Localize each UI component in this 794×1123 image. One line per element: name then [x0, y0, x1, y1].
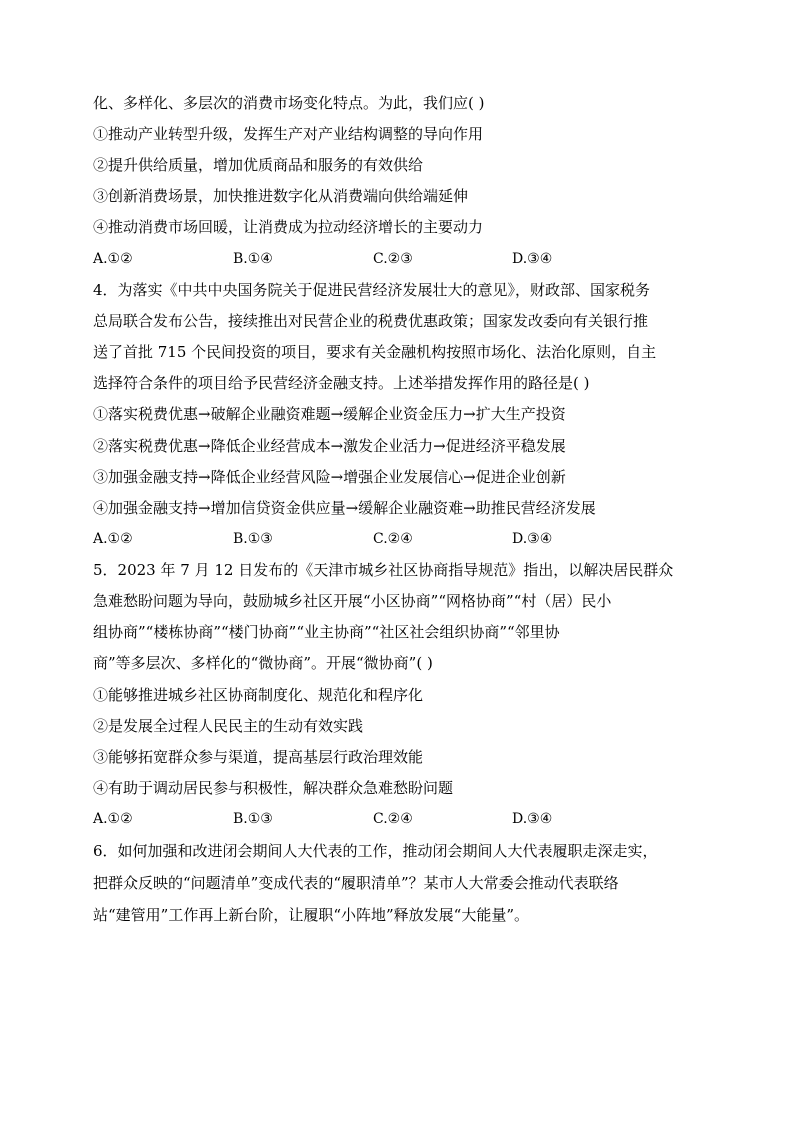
q4-stem-line-4: 选择符合条件的项目给予民营经济金融支持。上述举措发挥作用的路径是( ): [93, 374, 590, 392]
q5-stem-line-4: 商”等多层次、多样化的“微协商”。开展“微协商”( ): [93, 654, 433, 672]
q5-statement-4: ④有助于调动居民参与积极性，解决群众急难愁盼问题: [93, 779, 454, 797]
q3-option-d: D.③④: [512, 251, 553, 267]
q4-stem-line-3: 送了首批 715 个民间投资的项目，要求有关金融机构按照市场化、法治化原则，自主: [93, 343, 657, 361]
q5-stem-line-2: 急难愁盼问题为导向，鼓励城乡社区开展“小区协商”“网格协商”“村（居）民小: [93, 592, 612, 610]
q4-option-a: A.①②: [93, 531, 133, 547]
q3-statement-3: ③创新消费场景，加快推进数字化从消费端向供给端延伸: [93, 187, 469, 205]
q5-option-c: C.②④: [373, 811, 413, 827]
q5-stem-line-1: 5．2023 年 7 月 12 日发布的《天津市城乡社区协商指导规范》指出，以解决居民群众: [93, 561, 674, 579]
q4-stem-line-2: 总局联合发布公告，接续推出对民营企业的税费优惠政策；国家发改委向有关银行推: [93, 312, 649, 330]
q4-option-d: D.③④: [512, 531, 553, 547]
q3-options: [93, 249, 703, 269]
q4-statement-4: ④加强金融支持→增加信贷资金供应量→缓解企业融资难→助推民营经济发展: [93, 499, 596, 517]
q3-option-c: C.②③: [373, 251, 413, 267]
q5-option-a: A.①②: [93, 811, 133, 827]
q5-stem-line-3: 组协商”“楼栋协商”“楼门协商”“业主协商”“社区社会组织协商”“邻里协: [93, 623, 560, 641]
q4-statement-2: ②落实税费优惠→降低企业经营成本→激发企业活力→促进经济平稳发展: [93, 437, 566, 455]
q6-stem-line-2: 把群众反映的“问题清单”变成代表的“履职清单”？某市人大常委会推动代表联络: [93, 874, 619, 892]
q5-statement-2: ②是发展全过程人民民主的生动有效实践: [93, 717, 364, 735]
q3-stem-tail: 化、多样化、多层次的消费市场变化特点。为此，我们应( ): [93, 94, 485, 112]
q4-option-b: B.①③: [233, 531, 273, 547]
q5-options: [93, 809, 703, 829]
q3-option-a: A.①②: [93, 251, 133, 267]
q4-option-c: C.②④: [373, 531, 413, 547]
q3-option-b: B.①④: [233, 251, 273, 267]
q3-statement-2: ②提升供给质量，增加优质商品和服务的有效供给: [93, 156, 424, 174]
q6-stem-line-3: 站“建管用”工作再上新台阶，让履职“小阵地”释放发展“大能量”。: [93, 906, 530, 924]
q3-statement-1: ①推动产业转型升级，发挥生产对产业结构调整的导向作用: [93, 125, 484, 143]
q5-statement-3: ③能够拓宽群众参与渠道，提高基层行政治理效能: [93, 748, 424, 766]
q4-statement-1: ①落实税费优惠→破解企业融资难题→缓解企业资金压力→扩大生产投资: [93, 405, 566, 423]
q4-stem-line-1: 4．为落实《中共中央国务院关于促进民营经济发展壮大的意见》，财政部、国家税务: [93, 281, 651, 299]
q6-stem-line-1: 6．如何加强和改进闭会期间人大代表的工作，推动闭会期间人大代表履职走深走实，: [93, 842, 658, 860]
q4-statement-3: ③加强金融支持→降低企业经营风险→增强企业发展信心→促进企业创新: [93, 468, 566, 486]
q5-option-d: D.③④: [512, 811, 553, 827]
q4-options: [93, 529, 703, 549]
q3-statement-4: ④推动消费市场回暖，让消费成为拉动经济增长的主要动力: [93, 218, 484, 236]
q5-option-b: B.①③: [233, 811, 273, 827]
q5-statement-1: ①能够推进城乡社区协商制度化、规范化和程序化: [93, 686, 424, 704]
